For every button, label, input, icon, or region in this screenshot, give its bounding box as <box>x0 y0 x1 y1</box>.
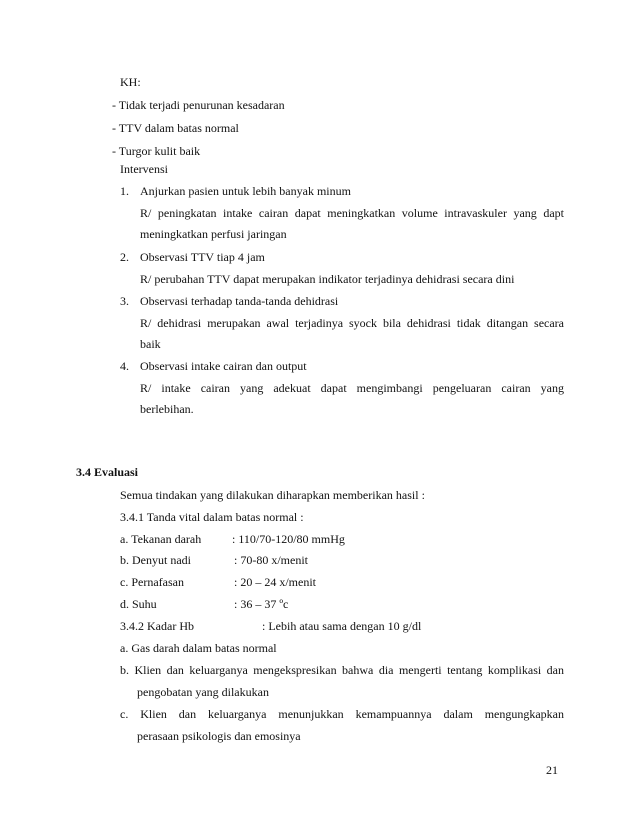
intervensi-num-2: 2. <box>120 250 129 264</box>
vital-label-a: a. Tekanan darah <box>120 532 202 546</box>
subsection-3-4-2-label: 3.4.2 Kadar Hb <box>120 619 194 633</box>
rationale-1-line-1: R/ peningkatan intake cairan dapat meningkatkan volume intravaskuler yang dapt <box>140 206 564 220</box>
intervensi-text-2: Observasi TTV tiap 4 jam <box>140 250 265 264</box>
intervensi-text-4: Observasi intake cairan dan output <box>140 359 307 373</box>
subsection-3-4-1: 3.4.1 Tanda vital dalam batas normal : <box>120 510 304 524</box>
vital-label-c: c. Pernafasan <box>120 575 184 589</box>
evaluasi-item-b-line-2: pengobatan yang dilakukan <box>137 685 269 699</box>
intervensi-label: Intervensi <box>120 162 168 176</box>
intervensi-text-3: Observasi terhadap tanda-tanda dehidrasi <box>140 294 339 308</box>
intervensi-num-1: 1. <box>120 184 129 198</box>
rationale-2-line-1: R/ perubahan TTV dapat merupakan indikator terjadinya dehidrasi secara dini <box>140 272 515 286</box>
kh-label: KH: <box>120 75 141 89</box>
rationale-1-line-2: meningkatkan perfusi jaringan <box>140 227 287 241</box>
vital-value-a: : 110/70-120/80 mmHg <box>232 532 345 546</box>
subsection-3-4-2-value: : Lebih atau sama dengan 10 g/dl <box>262 619 422 633</box>
evaluasi-item-c-line-2: perasaan psikologis dan emosinya <box>137 729 301 743</box>
rationale-4-line-1: R/ intake cairan yang adekuat dapat mengimbangi pengeluaran cairan yang <box>140 381 564 395</box>
vital-value-d: : 36 – 37 ºc <box>234 597 289 611</box>
evaluasi-item-a: a. Gas darah dalam batas normal <box>120 641 277 655</box>
rationale-3-line-2: baik <box>140 337 161 351</box>
section-heading: 3.4 Evaluasi <box>76 465 139 479</box>
vital-value-c: : 20 – 24 x/menit <box>234 575 316 589</box>
kh-item-3: - Turgor kulit baik <box>112 144 201 158</box>
rationale-3-line-1: R/ dehidrasi merupakan awal terjadinya syock bila dehidrasi tidak ditangan secara <box>140 316 564 330</box>
page-number: 21 <box>546 763 558 777</box>
vital-label-d: d. Suhu <box>120 597 157 611</box>
rationale-4-line-2: berlebihan. <box>140 402 194 416</box>
evaluasi-item-b-line-1: b. Klien dan keluarganya mengekspresikan bahwa dia mengerti tentang komplikasi dan <box>120 663 564 677</box>
intervensi-num-4: 4. <box>120 359 129 373</box>
vital-value-b: : 70-80 x/menit <box>234 553 308 567</box>
evaluasi-intro: Semua tindakan yang dilakukan diharapkan memberikan hasil : <box>120 488 425 502</box>
intervensi-text-1: Anjurkan pasien untuk lebih banyak minum <box>140 184 351 198</box>
vital-label-b: b. Denyut nadi <box>120 553 191 567</box>
kh-item-1: - Tidak terjadi penurunan kesadaran <box>112 98 285 112</box>
kh-item-2: - TTV dalam batas normal <box>112 121 239 135</box>
intervensi-num-3: 3. <box>120 294 129 308</box>
evaluasi-item-c-line-1: c. Klien dan keluarganya menunjukkan kemampuannya dalam mengungkapkan <box>120 707 564 721</box>
